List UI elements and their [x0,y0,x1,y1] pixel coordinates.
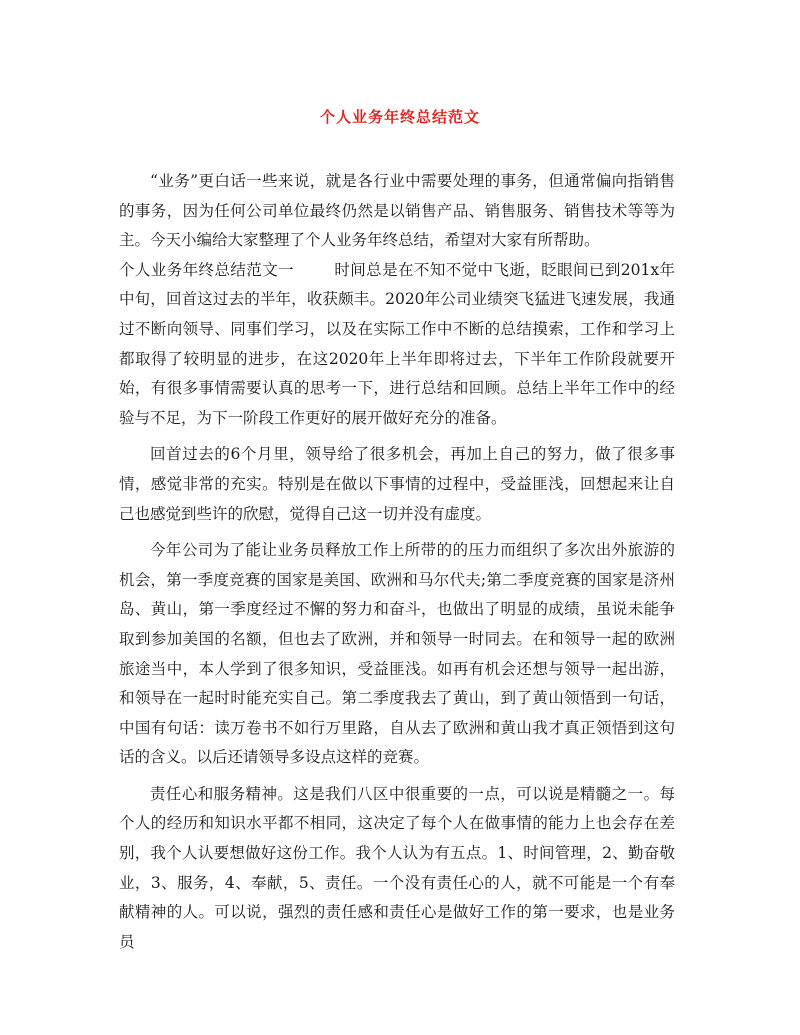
document-body [119,167,675,964]
body-paragraph-review: 回首过去的6个月里，领导给了很多机会，再加上自己的努力，做了很多事情，感觉非常的充实。特别是在做以下事情的过程中，受益匪浅，回想起来让自己也感觉到些许的欣慰，觉得自己这一切并没有虚度。 [119,445,675,523]
body-paragraph-travel: 今年公司为了能让业务员释放工作上所带的的压力而组织了多次出外旅游的机会，第一季度竞赛的国家是美国、欧洲和马尔代夫;第二季度竞赛的国家是济州岛、黄山，第一季度经过不懈的努力和奋斗，也做出了明显的成绩，虽说未能争取到参加美国的名额，但也去了欧洲，并和领导一时同去。在和领导一起的欧洲旅途当中，本人学到了很多知识，受益匪浅。如再有机会还想与领导一起出游，和领导在一起时时能充实自己。第二季度我去了黄山，到了黄山领悟到一句话，中国有句话：读万卷书不如行万里路，自从去了欧洲和黄山我才真正领悟到这句话的含义。以后还请领导多设点这样的竞赛。 [119,541,675,767]
section-one-paragraph [119,256,675,434]
body-paragraph-responsibility: 责任心和服务精神。这是我们八区中很重要的一点，可以说是精髓之一。每个人的经历和知识水平都不相同，这决定了每个人在做事情的能力上也会存在差别，我个人认要想做好这份工作。我个人认为有五点。1、时间管理，2、勤奋敬业，3、服务，4、奉献，5、责任。一个没有责任心的人，就不可能是一个有奉献精神的人。可以说，强烈的责任感和责任心是做好工作的第一要求，也是业务员 [119,784,675,951]
section-one-text: 时间总是在不知不觉中飞逝，眨眼间已到201x年中旬，回首这过去的半年，收获颇丰。2020年公司业绩突飞猛进飞速发展，我通过不断向领导、同事们学习，以及在实际工作中不断的总结摸索，工作和学习上都取得了较明显的进步，在这2020年上半年即将过去，下半年工作阶段就要开始，有很多事情需要认真的思考一下，进行总结和回顾。总结上半年工作中的经验与不足，为下一阶段工作更好的展开做好充分的准备。 [119,260,675,427]
document-title: 个人业务年终总结范文 [319,108,480,126]
intro-paragraph: “业务”更白话一些来说，就是各行业中需要处理的事务，但通常偏向指销售的事务，因为任何公司单位最终仍然是以销售产品、销售服务、销售技术等等为主。今天小编给大家整理了个人业务年终总结，希望对大家有所帮助。 [119,172,675,250]
section-one-heading: 个人业务年终总结范文一 [119,260,295,279]
